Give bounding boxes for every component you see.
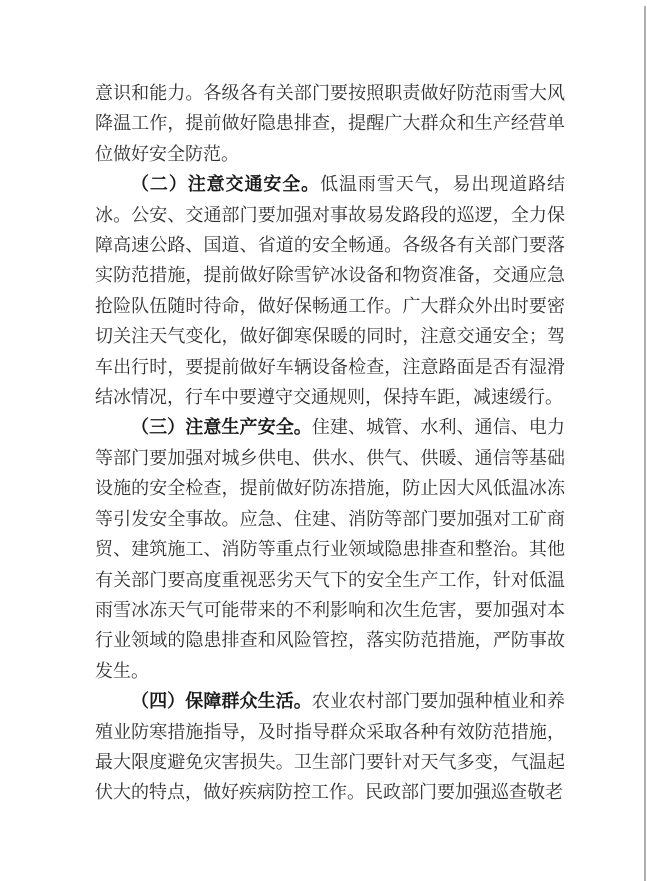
paragraph-heading: （四）保障群众生活。 (131, 691, 312, 712)
paragraph-body: 住建、城管、水利、通信、电力等部门要加强对城乡供电、供水、供气、供暖、通信等基础设施的安全检查，提前做好防冻措施，防止因大风低温冰冻等引发安全事故。应急、住建、消防等部门要加强对工矿商贸、建筑施工、消防等重点行业领域隐患排查和整治。其他有关部门要高度重视恶劣天气下的安全生产工作，针对低温雨雪冰冻天气可能带来的不利影响和次生危害，要加强对本行业领域的隐患排查和风险管控，落实防范措施，严防事故发生。 (95, 417, 566, 681)
paragraph-body: 意识和能力。各级各有关部门要按照职责做好防范雨雪大风降温工作，提前做好隐患排查，提醒广大群众和生产经营单位做好安全防范。 (95, 83, 565, 164)
paragraph-continuation (95, 78, 565, 169)
page-edge-shadow (644, 6, 646, 881)
paragraph-body: 农业农村部门要加强种植业和养殖业防寒措施指导，及时指导群众采取各种有效防范措施，最大限度避免灾害损失。卫生部门要针对天气多变，气温起伏大的特点，做好疾病防控工作。民政部门要加强巡查敬老 (95, 691, 566, 803)
paragraph-public-livelihood (95, 686, 565, 808)
paragraph-heading: （三）注意生产安全。 (131, 417, 312, 438)
paragraph-traffic-safety (95, 169, 565, 412)
document-text-block (95, 78, 565, 808)
paragraph-production-safety (95, 412, 565, 686)
paragraph-heading: （二）注意交通安全。 (131, 174, 321, 195)
paragraph-body: 低温雨雪天气，易出现道路结冰。公安、交通部门要加强对事故易发路段的巡逻，全力保障高速公路、国道、省道的安全畅通。各级各有关部门要落实防范措施，提前做好除雪铲冰设备和物资准备，交通应急抢险队伍随时待命，做好保畅通工作。广大群众外出时要密切关注天气变化，做好御寒保暖的同时，注意交通安全；驾车出行时，要提前做好车辆设备检查，注意路面是否有湿滑结冰情况，行车中要遵守交通规则，保持车距，减速缓行。 (95, 174, 566, 408)
